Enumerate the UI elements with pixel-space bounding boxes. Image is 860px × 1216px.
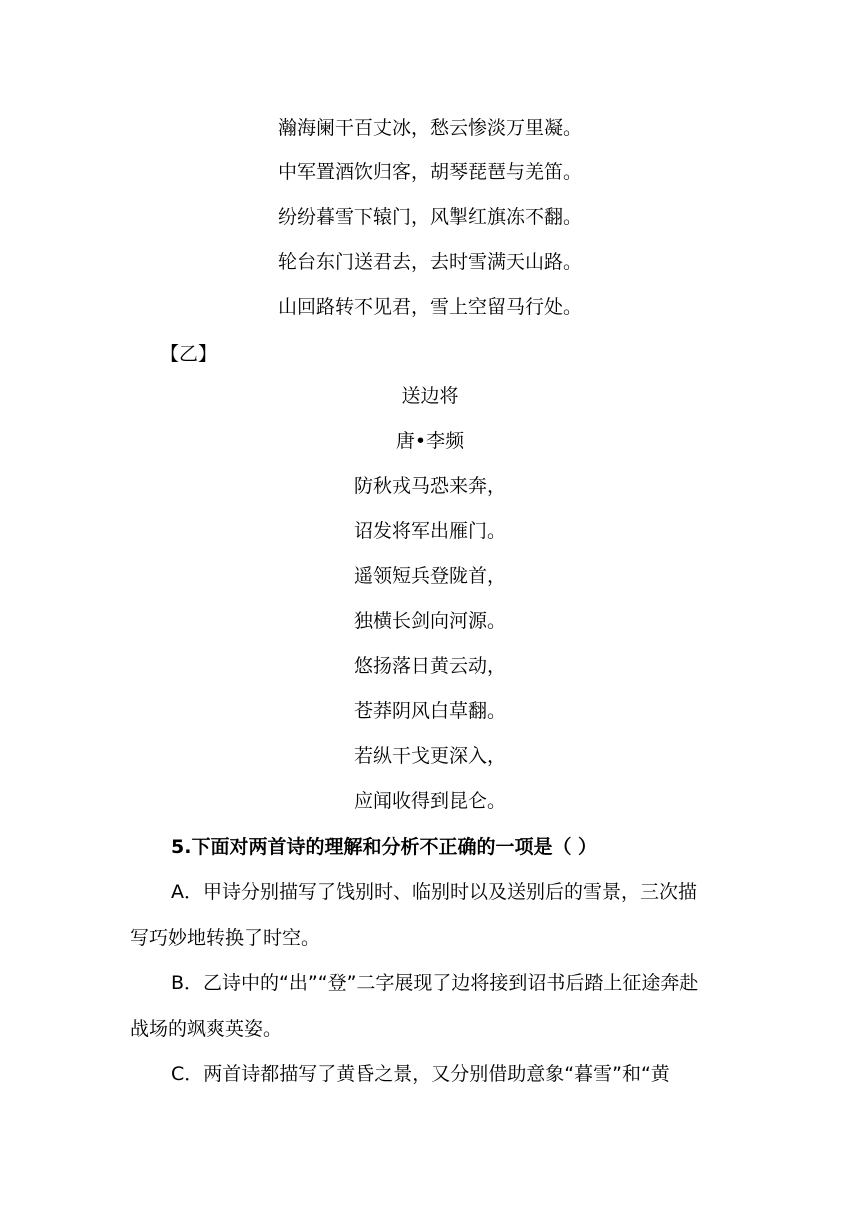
poem-yi-line: 防秋戎马恐来奔， [353,475,506,497]
option-c-line: C．两首诗都描写了黄昏之景，又分别借助意象“暮雪”和“黄 [171,1063,670,1085]
poem-yi-line: 遥领短兵登陇首， [353,565,506,587]
poem-jia-line: 中军置酒饮归客，胡琴琵琶与羌笛。 [277,161,582,183]
section-label-yi: 【乙】 [160,343,218,365]
option-b-line: 战场的飒爽英姿。 [130,1018,283,1040]
poem-yi-line: 独横长剑向河源。 [353,610,506,632]
poem-jia-line: 纷纷暮雪下辕门，风掣红旗冻不翻。 [277,206,582,228]
question-stem: 5.下面对两首诗的理解和分析不正确的一项是（ ） [171,836,598,858]
option-a-line: A．甲诗分别描写了饯别时、临别时以及送别后的雪景，三次描 [171,881,697,903]
poem-yi-author: 唐•李频 [395,430,465,452]
option-b-line: B．乙诗中的“出”“登”二字展现了边将接到诏书后踏上征途奔赴 [171,972,699,994]
poem-yi-line: 诏发将军出雁门。 [353,520,506,542]
poem-jia-line: 瀚海阑干百丈冰，愁云惨淡万里凝。 [277,117,582,139]
poem-jia-line: 山回路转不见君，雪上空留马行处。 [277,296,582,318]
poem-yi-line: 悠扬落日黄云动， [353,655,506,677]
poem-yi-line: 若纵干戈更深入， [353,745,506,767]
poem-jia-line: 轮台东门送君去，去时雪满天山路。 [277,251,582,273]
option-a-line: 写巧妙地转换了时空。 [130,927,321,949]
poem-yi-title: 送边将 [401,385,459,407]
poem-yi-line: 应闻收得到昆仑。 [353,790,506,812]
poem-yi-line: 苍莽阴风白草翻。 [353,700,506,722]
